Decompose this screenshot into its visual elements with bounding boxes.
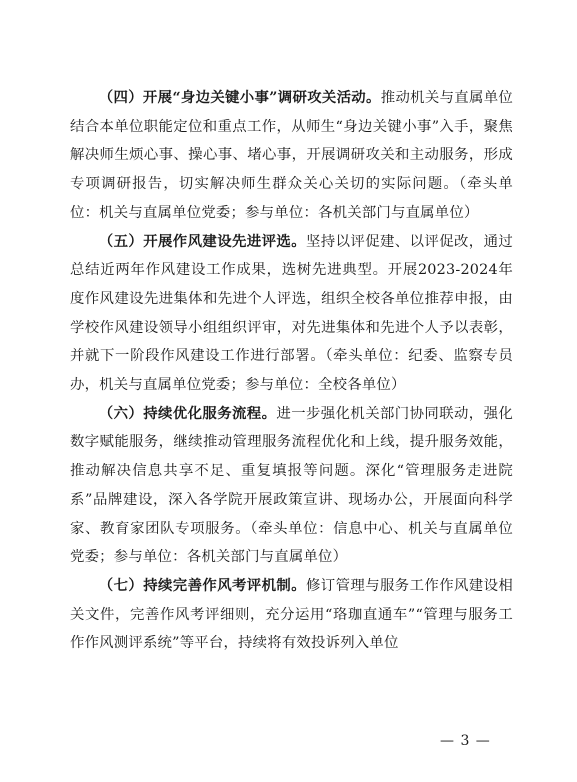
paragraph-7 <box>70 572 513 658</box>
paragraph-4-heading: （四）开展“身边关键小事”调研攻关活动。 <box>98 89 381 106</box>
paragraph-6 <box>70 400 513 572</box>
paragraph-4-text: 推动机关与直属单位结合本单位职能定位和重点工作，从师生“身边关键小事”入手，聚焦解决师生烦心事、操心事、堵心事，开展调研攻关和主动服务，形成专项调研报告，切实解决师生群众关心关切的实际问题。（牵头单位：机关与直属单位党委；参与单位：各机关部门与直属单位） <box>70 90 513 221</box>
paragraph-6-heading: （六）持续优化服务流程。 <box>98 404 277 422</box>
paragraph-5-heading: （五）开展作风建设先进评选。 <box>98 232 306 250</box>
paragraph-5 <box>70 228 513 400</box>
paragraph-4 <box>70 84 513 228</box>
paragraph-5-text: 坚持以评促建、以评促改，通过总结近两年作风建设工作成果，选树先进典型。开展2023-2024年度作风建设先进集体和先进个人评选，组织全校各单位推荐申报，由学校作风建设领导小组组织评审，对先进集体和先进个人予以表彰，并就下一阶段作风建设工作进行部署。（牵头单位：纪委、监察专员办，机关与直属单位党委；参与单位：全校各单位） <box>70 233 513 394</box>
page-number: — 3 — <box>440 733 491 749</box>
document-body <box>70 84 513 658</box>
paragraph-7-text: 修订管理与服务工作作风建设相关文件，完善作风考评细则，充分运用“珞珈直通车”“管理与服务工作作风测评系统”等平台，持续将有效投诉列入单位 <box>70 577 513 652</box>
paragraph-6-text: 进一步强化机关部门协同联动，强化数字赋能服务，继续推动管理服务流程优化和上线，提升服务效能，推动解决信息共享不足、重复填报等问题。深化“管理服务走进院系”品牌建设，深入各学院开展政策宣讲、现场办公，开展面向科学家、教育家团队专项服务。（牵头单位：信息中心、机关与直属单位党委；参与单位：各机关部门与直属单位） <box>70 405 513 566</box>
paragraph-7-heading: （七）持续完善作风考评机制。 <box>98 576 306 594</box>
